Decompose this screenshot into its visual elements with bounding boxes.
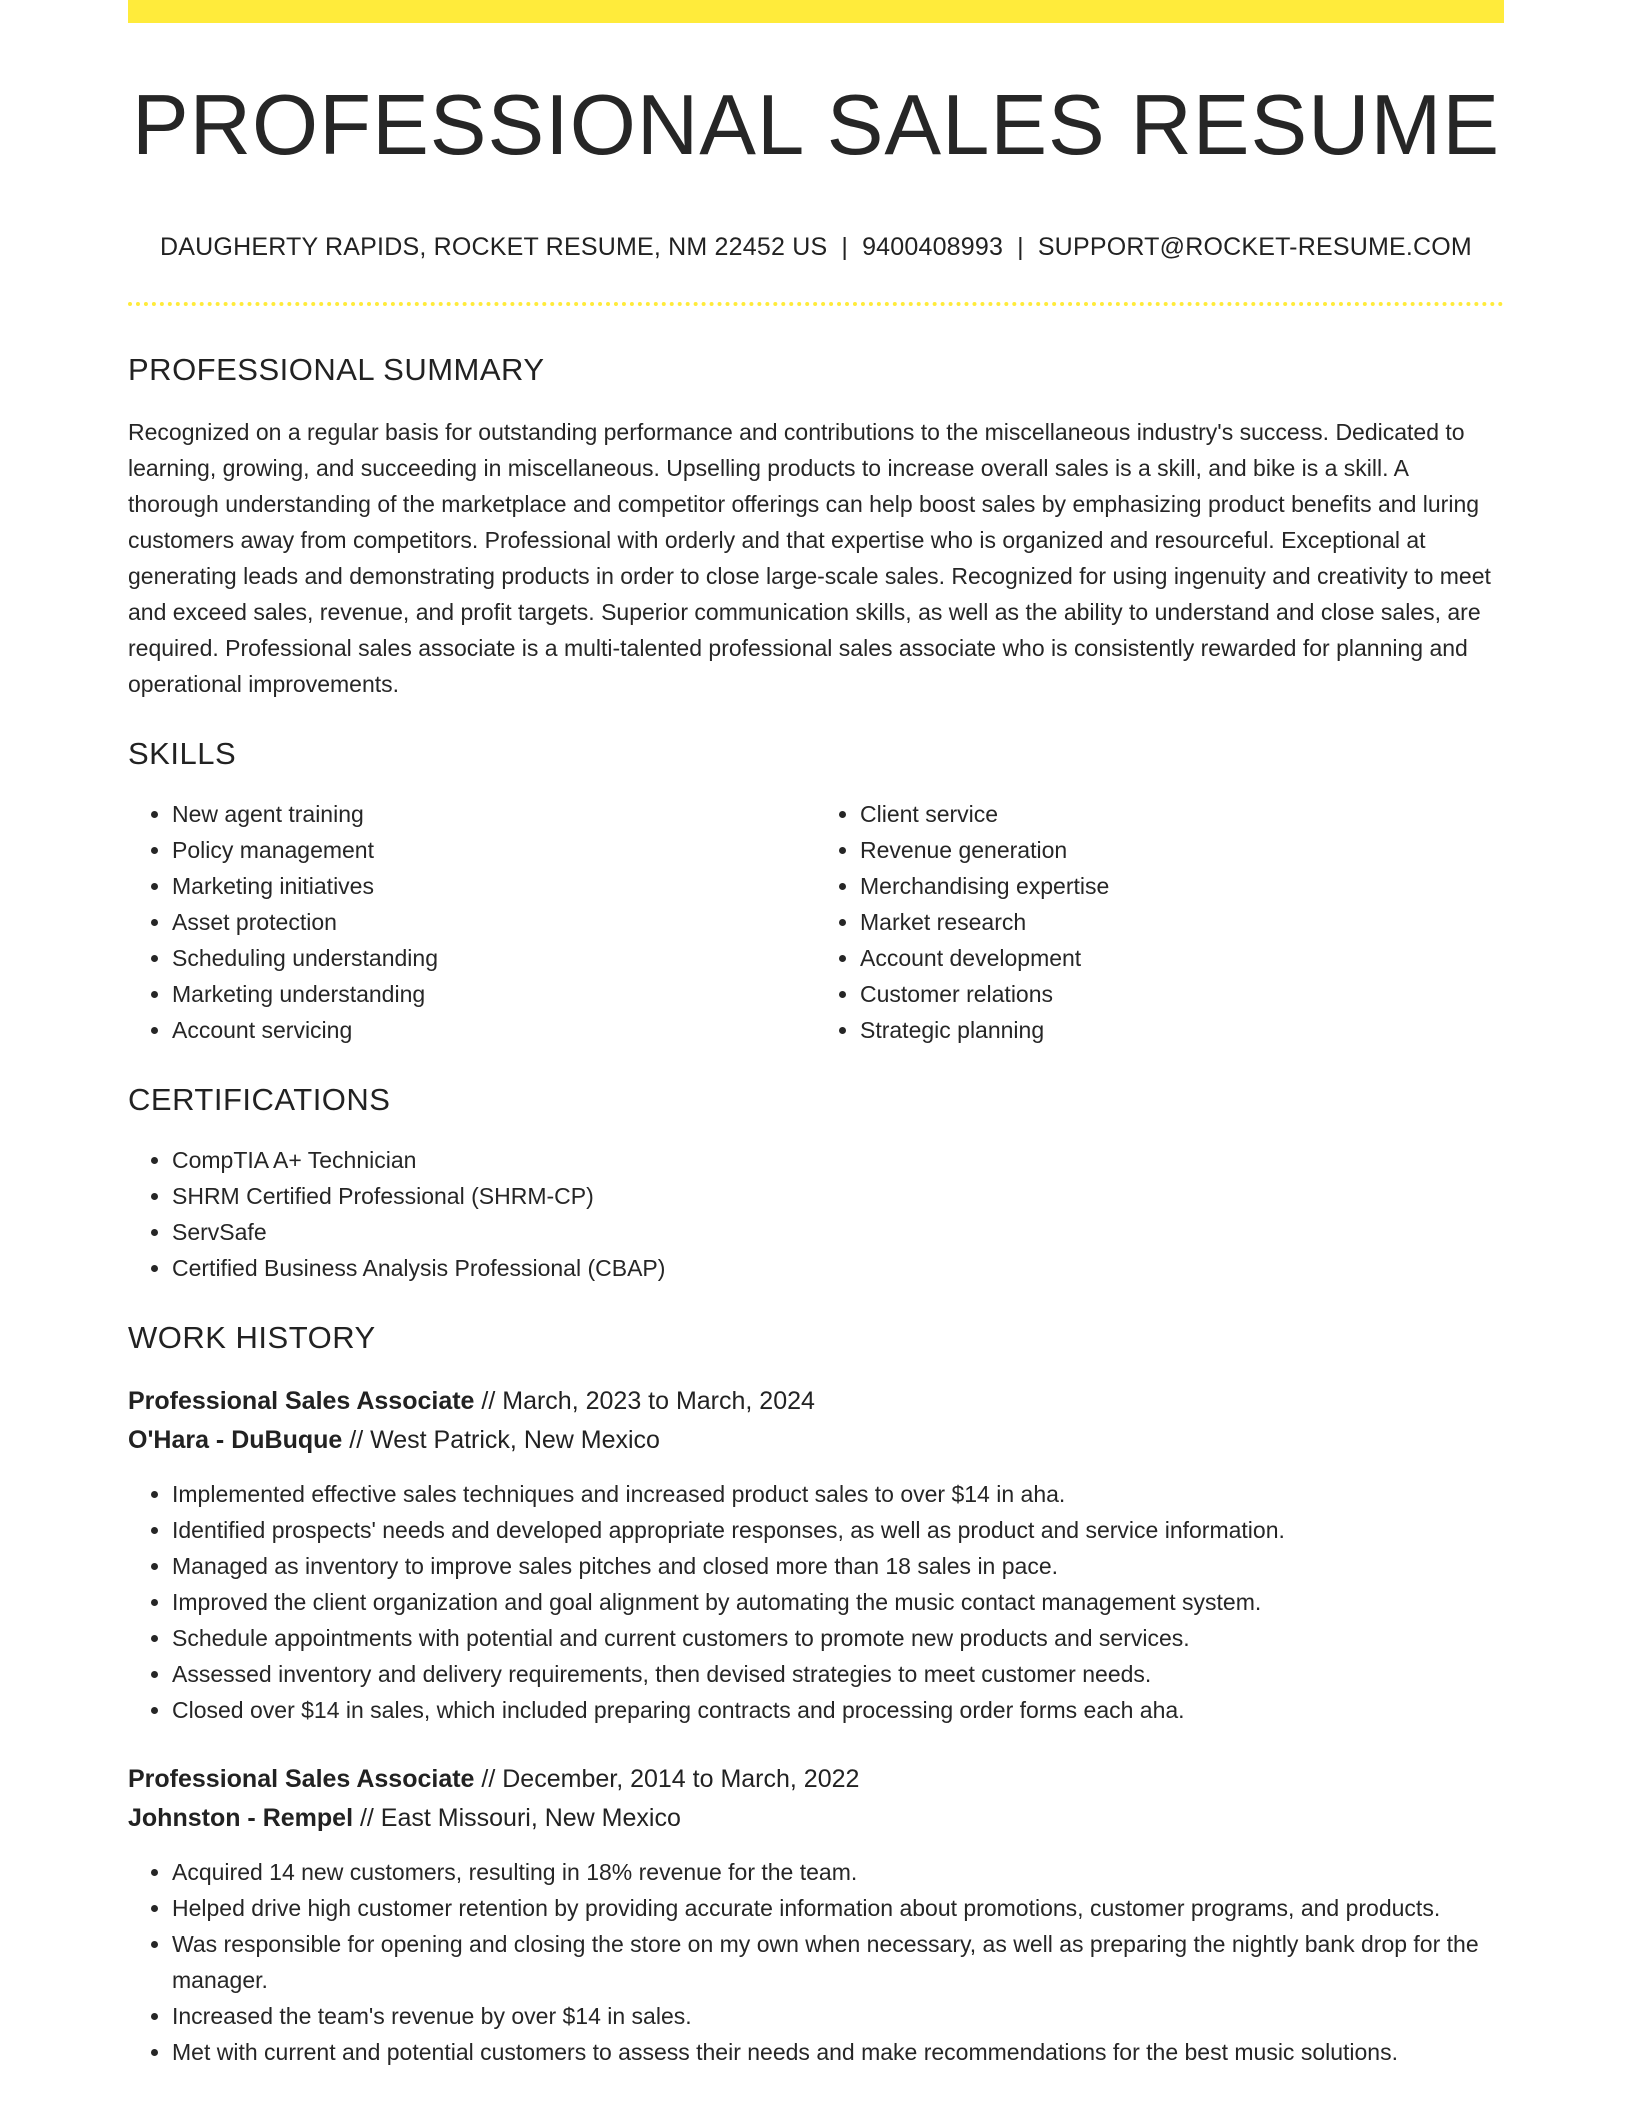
certification-item: • SHRM Certified Professional (SHRM-CP) [172, 1178, 1504, 1214]
contact-line [128, 233, 1504, 262]
resume-page [128, 0, 1504, 2070]
skill-item: • Policy management [172, 832, 816, 868]
job-company: Johnston - Rempel [128, 1804, 354, 1832]
skill-item: • Strategic planning [860, 1012, 1504, 1048]
summary-text: Recognized on a regular basis for outstanding performance and contributions to the miscellaneous industry's success. Dedicated to learning, growing, and succeeding in miscellaneous. Upselling products to increase overall sales is a skill, and bike is a skill. A thorough understanding of the marketplace and competitor offerings can help boost sales by emphasizing product benefits and luring customers away from competitors. Professional with orderly and that expertise who is organized and resourceful. Exceptional at generating leads and demonstrating products in order to close large-scale sales. Recognized for using ingenuity and creativity to meet and exceed sales, revenue, and profit targets. Superior communication skills, as well as the ability to understand and close sales, are required. Professional sales associate is a multi-talented professional sales associate who is consistently rewarded for planning and operational improvements. [128, 419, 1491, 697]
job-dates: // March, 2023 to March, 2024 [474, 1387, 815, 1415]
skill-item: • Marketing initiatives [172, 868, 816, 904]
job-entry [128, 1382, 1504, 1728]
skill-item: • Revenue generation [860, 832, 1504, 868]
job-bullet: • Was responsible for opening and closing the store on my own when necessary, as well as preparing the nightly bank drop for the manager. [172, 1926, 1504, 1998]
job-bullet: • Managed as inventory to improve sales pitches and closed more than 18 sales in pace. [172, 1548, 1504, 1584]
job-bullet: • Schedule appointments with potential and current customers to promote new products and services. [172, 1620, 1504, 1656]
work-history-heading: WORK HISTORY [128, 1320, 376, 1355]
contact-email: SUPPORT@ROCKET-RESUME.COM [1037, 233, 1472, 261]
job-bullet: • Increased the team's revenue by over $14 in sales. [172, 1998, 1504, 2034]
certification-item: • Certified Business Analysis Professional (CBAP) [172, 1250, 1504, 1286]
job-bullet: • Assessed inventory and delivery requirements, then devised strategies to meet customer needs. [172, 1656, 1504, 1692]
skill-item: • Asset protection [172, 904, 816, 940]
skills-heading: SKILLS [128, 736, 237, 771]
contact-phone: 9400408993 [862, 233, 1004, 261]
skills-list-right [816, 796, 1504, 1048]
skills-columns [128, 796, 1504, 1048]
skill-item: • Market research [860, 904, 1504, 940]
job-bullet: • Identified prospects' needs and developed appropriate responses, as well as product and service information. [172, 1512, 1504, 1548]
job-bullet: • Improved the client organization and goal alignment by automating the music contact management system. [172, 1584, 1504, 1620]
skill-item: • Customer relations [860, 976, 1504, 1012]
skill-item: • New agent training [172, 796, 816, 832]
certifications-heading: CERTIFICATIONS [128, 1082, 391, 1117]
job-bullet: • Implemented effective sales techniques and increased product sales to over $14 in aha. [172, 1476, 1504, 1512]
job-location: // East Missouri, New Mexico [353, 1804, 681, 1832]
summary-heading: PROFESSIONAL SUMMARY [128, 352, 545, 387]
job-bullet: • Helped drive high customer retention by providing accurate information about promotions, customer programs, and products. [172, 1890, 1504, 1926]
contact-separator: | [841, 233, 849, 261]
job-title-line [128, 1382, 1504, 1421]
job-company: O'Hara - DuBuque [128, 1426, 343, 1454]
job-bullet-list [128, 1476, 1504, 1728]
skills-list-left [128, 796, 816, 1048]
certification-item: • ServSafe [172, 1214, 1504, 1250]
contact-separator: | [1017, 233, 1024, 261]
skill-item: • Client service [860, 796, 1504, 832]
contact-address: DAUGHERTY RAPIDS, ROCKET RESUME, NM 22452 US [160, 233, 828, 261]
dotted-divider [128, 302, 1504, 306]
job-location: // West Patrick, New Mexico [342, 1426, 660, 1454]
skill-item: • Scheduling understanding [172, 940, 816, 976]
job-title: Professional Sales Associate [128, 1765, 475, 1793]
job-title-line [128, 1760, 1504, 1799]
certification-item: • CompTIA A+ Technician [172, 1142, 1504, 1178]
resume-title: PROFESSIONAL SALES RESUME [131, 78, 1501, 173]
job-dates: // December, 2014 to March, 2022 [474, 1765, 860, 1793]
skill-item: • Merchandising expertise [860, 868, 1504, 904]
skill-item: • Marketing understanding [172, 976, 816, 1012]
certifications-list [128, 1142, 1504, 1286]
job-bullet: • Met with current and potential customers to assess their needs and make recommendations for the best music solutions. [172, 2034, 1504, 2070]
job-bullet: • Acquired 14 new customers, resulting in 18% revenue for the team. [172, 1854, 1504, 1890]
skill-item: • Account servicing [172, 1012, 816, 1048]
job-entry [128, 1760, 1504, 2070]
job-company-line [128, 1799, 1504, 1838]
job-company-line [128, 1421, 1504, 1460]
job-bullet: • Closed over $14 in sales, which included preparing contracts and processing order forms each aha. [172, 1692, 1504, 1728]
skill-item: • Account development [860, 940, 1504, 976]
job-bullet-list [128, 1854, 1504, 2070]
top-accent-bar [128, 0, 1504, 23]
job-title: Professional Sales Associate [128, 1387, 475, 1415]
